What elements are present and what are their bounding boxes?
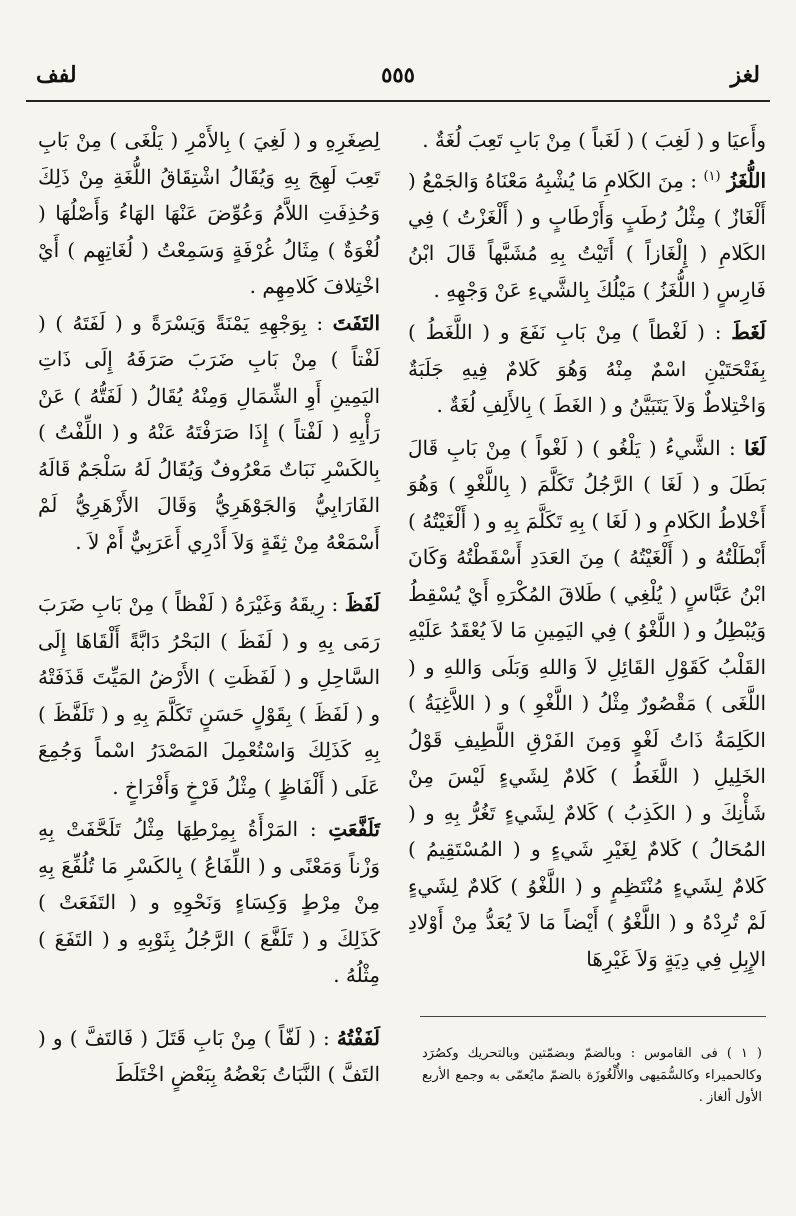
entry-headword: لَغَطَ	[731, 320, 766, 345]
entry-lafaza	[38, 586, 380, 805]
entry-lughz	[408, 159, 766, 309]
entry-lagha	[408, 430, 766, 978]
entry-definition: : ( لَغْطاً ) مِنْ بَابِ نَفَعَ و ( اللَّغَطُ ) بِفَتْحَتَيْنِ اسْمٌ مِنْهُ وَهُوَ كَلامٌ فِيهِ جَلَبَةٌ وَاخْتِلاطٌ وَلاَ يَتَبَيَّنُ و ( الغَطَ ) بِالأَلِفِ لُغَةٌ .	[408, 320, 766, 418]
entry-headword: اللُّغَزُ	[727, 168, 767, 193]
entry-definition: : المَرْأَةُ بِمِرْطِهَا مِثْلُ تَلَحَّفَتْ بِهِ وَزْناً وَمَعْنًى و ( اللِّفَاعُ ) بِالكَسْرِ مَا تُلُفِّعَ بِهِ مِنْ مِرْطٍ وَكِسَاءٍ وَنَحْوِهِ و ( التَفَعَتْ ) كَذَلِكَ و ( تَلَفَّعَ ) الرَّجُلُ بِثَوْبِهِ و ( التَفَعَ ) مِثْلُهُ .	[38, 817, 380, 987]
entry-headword: التَفَتَ	[332, 310, 381, 335]
page-number: ٥٥٥	[381, 62, 415, 87]
entry-lafaftuhu	[38, 1020, 380, 1093]
header-guide-word-left: لفف	[36, 62, 77, 88]
entry-definition: : ( لَفّاً ) مِنْ بَابِ قَتَلَ ( فَالتَفَّ ) و ( التَفَّ ) النَّبَاتُ بَعْضُهُ بِبَعْضٍ اخْتَلَطَ	[38, 1025, 380, 1086]
left-column-intro: لِصِغَرِهِ و ( لَغِيَ ) بِالأَمْرِ ( يَلْغَى ) مِنْ بَابِ تَعِبَ لَهِجَ بِهِ وَيُقَالُ اشْتِقَاقُ اللُّغَةِ مِنْ ذَلِكَ وَحُذِفَتِ اللاَّمُ وَعُوِّضَ عَنْهَا الهَاءُ وَأَصْلُهَا ( لُغْوَةٌ ) مِثَالُ غُرْفَةٍ وَسَمِعْتُ ( لُغَاتِهِم ) أَيْ اخْتِلافَ كَلامِهِم .	[38, 128, 380, 298]
entry-definition: : رِيقَهُ وَغَيْرَهُ ( لَفْظاً ) مِنْ بَابِ ضَرَبَ رَمَى بِهِ و ( لَفَظَ ) البَحْرُ دَابَّةً أَلْقَاهَا إِلَى السَّاحِلِ و ( لَفَظَتِ ) الأَرْضُ المَيِّتَ قَذَفَتْهُ و ( لَفَظَ ) بِقَوْلٍ حَسَنٍ تَكَلَّمَ بِهِ و ( تَلَفَّظَ ) بِهِ كَذَلِكَ وَاسْتُعْمِلَ المَصْدَرُ اسْماً وَجُمِعَ عَلَى ( أَلْفَاظٍ ) مِثْلُ فَرْخٍ وَأَفْرَاخٍ .	[38, 592, 380, 799]
entry-talaffaat	[38, 811, 380, 994]
header-guide-word-right: لغز	[730, 62, 760, 88]
footnote: ( ١ ) فى القاموس : وبالضمّ وبضمّتين وبالتحريك وكصُرَد وكالحميراء وكالسُّمَيهى والأُلْغُوزَة بالضمّ مايُعمّى به وجمع الأربع الأول ألغاز .	[422, 1046, 762, 1105]
footnote-rule	[420, 1016, 766, 1017]
entry-headword: تَلَفَّعَتِ	[328, 817, 380, 841]
page-header	[30, 58, 766, 96]
entry-definition: : مِنَ الكَلامِ مَا يُشْبِهُ مَعْنَاهُ وَالجَمْعُ ( أَلْغَازٌ ) مِثْلُ رُطَبٍ وَأَرْطَابٍ و ( أَلْغَزْتُ ) فِي الكَلامِ ( إِلْغَازاً ) أَتَيْتُ بِهِ مُشَبَّهاً قَالَ ابْنُ فَارِسٍ ( اللُّغَزُ ) مَيْلُكَ بِالشَّيءِ عَنْ وَجْهِهِ .	[408, 168, 766, 302]
footnote-marker: (١)	[703, 168, 721, 184]
right-column	[408, 122, 766, 977]
entry-definition: : بِوَجْهِهِ يَمْنَةً وَيَسْرَةً و ( لَفَتَهُ ) ( لَفْتاً ) مِنْ بَابِ ضَرَبَ صَرَفَهُ إِلَى ذَاتِ اليَمِينِ أَوِ الشِّمَالِ وَمِنْهُ يُقَالُ ( لَفَتُّهُ ) عَنْ رَأْيِهِ ( لَفْتاً ) إِذَا صَرَفْتَهُ عَنْهُ و ( اللِّفْتُ ) بِالكَسْرِ نَبَاتٌ مَعْرُوفٌ وَيُقَالُ لَهُ سَلْجَمٌ قَالَهُ الفَارَابِيُّ وَالجَوْهَرِيُّ وَقَالَ الأَزْهَرِيُّ لَمْ أَسْمَعْهُ مِنْ ثِقَةٍ وَلاَ أَدْرِي أَعَرَبِيٌّ أَمْ لاَ .	[38, 310, 380, 554]
entry-iltafata	[38, 305, 380, 561]
entry-headword: لَفَظَ	[344, 592, 380, 616]
entry-headword: لَغَا	[744, 435, 767, 460]
entry-definition: : الشَّيءُ ( يَلْغُو ) ( لَغْواً ) مِنْ بَابِ قَالَ بَطَلَ و ( لَغَا ) الرَّجُلُ تَكَلَّمَ ( بِاللَّغْوِ ) وَهُوَ أَخْلاطُ الكَلامِ و ( لَغَا ) بِهِ تَكَلَّمَ بِهِ و ( أَلْغَيْتُهُ ) أَبْطَلْتُهُ و ( أَلْغَيْتُهُ ) مِنَ العَدَدِ أَسْقَطْتُهُ وَكَانَ ابْنُ عَبَّاسٍ ( يُلْغِي ) طَلاقَ المُكْرَهِ أَيْ يُسْقِطُ وَيُبْطِلُ و ( اللَّغْوُ ) فِي اليَمِينِ مَا لاَ يُعْقَدُ عَلَيْهِ القَلْبُ كَقَوْلِ القَائِلِ لاَ وَاللهِ وَبَلَى وَاللهِ و ( اللَّغَى ) مَقْصُورٌ مِثْلُ ( اللَّغْوِ ) و ( اللاَّغِيَةُ ) الكَلِمَةُ ذَاتُ لَغْوٍ وَمِنَ الفَرْقِ اللَّطِيفِ قَوْلُ الخَلِيلِ ( اللَّغَطُ ) كَلامٌ لِشَيءٍ لَيْسَ مِنْ شَأْنِكَ و ( الكَذِبُ ) كَلامٌ لِشَيءٍ تَغُرُّ بِهِ و ( المُحَالُ ) كَلامٌ لِغَيْرِ شَيءٍ و ( المُسْتَقِيمُ ) كَلامٌ لِشَيءٍ مُنْتَظِمٍ و ( اللَّغْوُ ) كَلامٌ لِشَيءٍ لَمْ تُرِدْهُ و ( اللَّغْوُ ) أَيْضاً مَا لاَ يُعَدُّ مِنْ أَوْلادِ الإِبِلِ فِي دِيَةٍ وَلاَ غَيْرِهَا	[408, 435, 766, 971]
left-column	[38, 122, 380, 1093]
right-column-intro: وأَعيَا و ( لَغِبَ ) ( لَغَباً ) مِنْ بَابِ تَعِبَ لُغَةٌ .	[422, 128, 766, 152]
entry-headword: لَفَفْتُهُ	[336, 1025, 380, 1050]
entry-laghata	[408, 314, 766, 424]
header-rule	[26, 100, 770, 102]
